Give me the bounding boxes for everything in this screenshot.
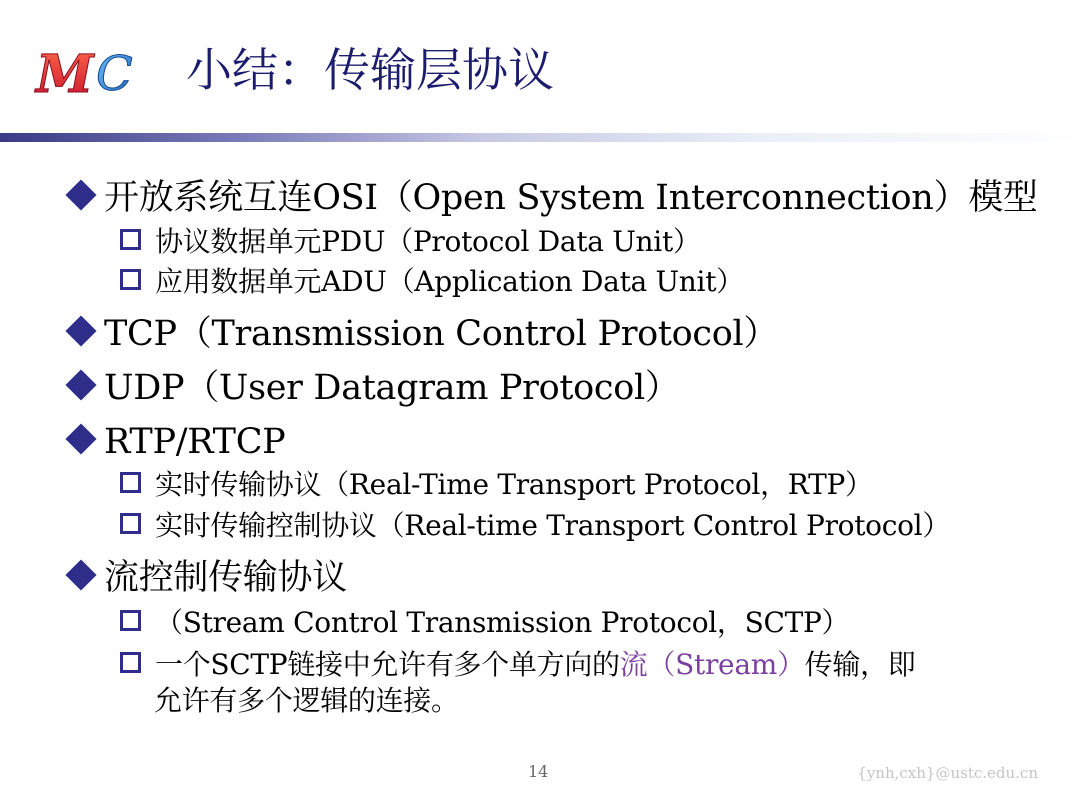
sub-bullet-item (120, 467, 873, 503)
bullet-item (64, 556, 347, 600)
logo-m: M (36, 44, 94, 102)
bullet-item (64, 176, 1038, 220)
slide-title: 小结：传输层协议 (186, 43, 554, 97)
sub-bullet-item (120, 647, 915, 683)
sub-bullet-item (120, 508, 950, 544)
sub-bullet-text-before: 一个SCTP链接中允许有多个单方向的 (155, 648, 620, 681)
diamond-bullet-icon (65, 179, 96, 210)
bullet-item (64, 366, 680, 410)
bullet-text: TCP（Transmission Control Protocol） (104, 314, 779, 354)
diamond-bullet-icon (65, 315, 96, 346)
page-number: 14 (528, 762, 549, 781)
square-bullet-icon (120, 269, 141, 290)
mc-logo (34, 42, 162, 102)
sub-bullet-text: （Stream Control Transmission Protocol，SCTP） (155, 606, 850, 639)
diamond-bullet-icon (65, 369, 96, 400)
square-bullet-icon (120, 472, 141, 493)
sub-bullet-text: 实时传输控制协议（Real-time Transport Control Protocol） (155, 509, 951, 542)
sub-bullet-item (120, 605, 849, 641)
square-bullet-icon (120, 513, 141, 534)
diamond-bullet-icon (65, 559, 96, 590)
square-bullet-icon (120, 610, 141, 631)
bullet-text: RTP/RTCP (104, 422, 286, 462)
sub-bullet-text: 实时传输协议（Real-Time Transport Protocol，RTP） (155, 468, 873, 501)
footer-email: {ynh,cxh}@ustc.edu.cn (857, 764, 1038, 782)
square-bullet-icon (120, 229, 141, 250)
sub-bullet-item (120, 264, 744, 300)
bullet-text: 流控制传输协议 (104, 558, 347, 598)
diamond-bullet-icon (65, 423, 96, 454)
stream-highlight: 流（Stream） (619, 648, 805, 681)
sub-bullet-text: 应用数据单元ADU（Application Data Unit） (155, 265, 744, 298)
bullet-text: 开放系统互连OSI（Open System Interconnection）模型 (104, 178, 1038, 218)
bullet-item (64, 312, 778, 356)
bullet-item (64, 420, 285, 464)
logo-c: C (96, 46, 133, 102)
bullet-text: UDP（User Datagram Protocol） (104, 368, 680, 408)
title-divider (0, 133, 1080, 142)
sub-bullet-text: 协议数据单元PDU（Protocol Data Unit） (155, 225, 701, 258)
square-bullet-icon (120, 652, 141, 673)
sub-bullet-continuation: 允许有多个逻辑的连接。 (154, 684, 459, 717)
sub-bullet-text-after: 传输，即 (804, 648, 916, 681)
sub-bullet-item (120, 224, 701, 260)
